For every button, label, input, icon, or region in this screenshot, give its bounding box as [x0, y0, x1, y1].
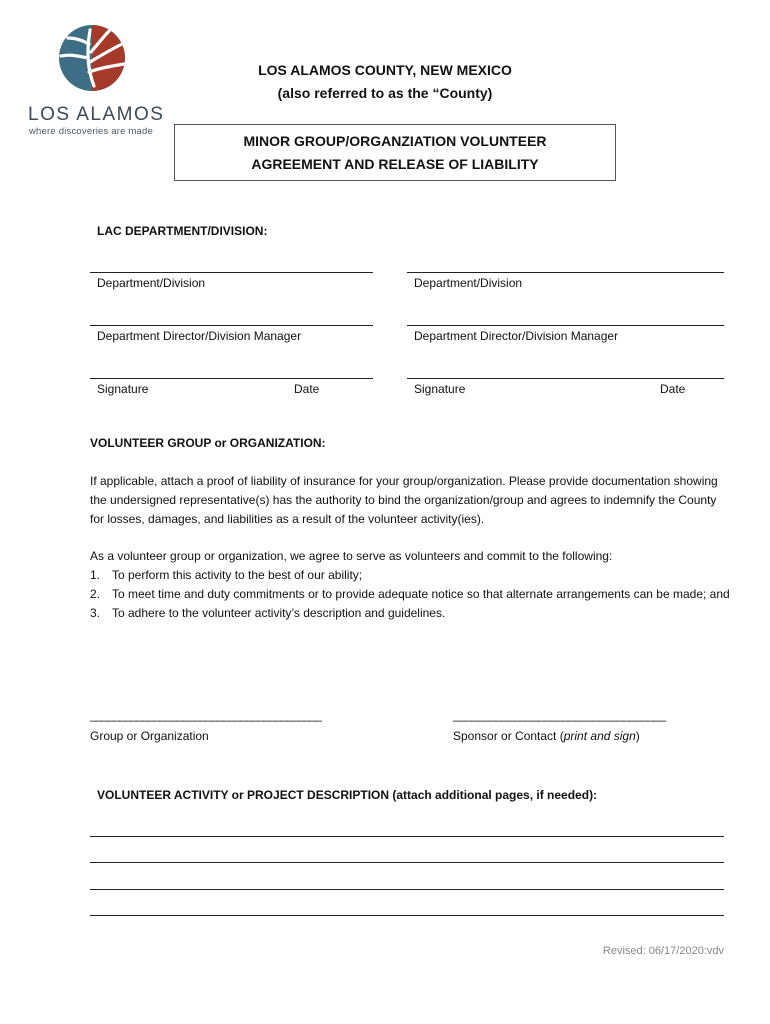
volunteer-group-heading: VOLUNTEER GROUP or ORGANIZATION:: [90, 436, 326, 450]
list-item: 1. To perform this activity to the best of our ability;: [90, 568, 363, 582]
department-label-right: Department/Division: [414, 276, 523, 290]
lac-heading: LAC DEPARTMENT/DIVISION:: [97, 224, 268, 238]
revision-note: Revised: 06/17/2020:vdv: [602, 945, 724, 957]
commitment-list: [90, 566, 730, 623]
list-item: 2. To meet time and duty commitments or to provide adequate notice so that alternate arrangements can be made; and: [90, 587, 730, 601]
sponsor-signature-line[interactable]: ___________________________________: [453, 708, 666, 722]
director-field-left[interactable]: [90, 325, 373, 326]
activity-line[interactable]: [90, 889, 724, 890]
logo-wordmark: LOS ALAMOS: [28, 104, 165, 125]
activity-line[interactable]: [90, 915, 724, 916]
logo-tagline: where discoveries are made: [29, 126, 154, 137]
department-field-left[interactable]: [90, 272, 373, 273]
title-line-2: AGREEMENT AND RELEASE OF LIABILITY: [251, 155, 539, 172]
signature-label-right: Signature: [414, 382, 466, 396]
commitment-intro: As a volunteer group or organization, we agree to serve as volunteers and commit to the following:: [90, 549, 613, 563]
title-line-1: MINOR GROUP/ORGANZIATION VOLUNTEER: [243, 132, 547, 149]
activity-heading: VOLUNTEER ACTIVITY or PROJECT DESCRIPTION (attach additional pages, if needed):: [97, 788, 598, 802]
county-subheading: (also referred to as the “County): [277, 85, 493, 101]
county-heading: LOS ALAMOS COUNTY, NEW MEXICO: [258, 62, 512, 78]
department-label-left: Department/Division: [97, 276, 206, 290]
date-label-right: Date: [660, 382, 686, 396]
signature-field-left[interactable]: [90, 378, 373, 379]
activity-line[interactable]: [90, 862, 724, 863]
activity-line[interactable]: [90, 836, 724, 837]
signature-field-right[interactable]: [407, 378, 724, 379]
director-label-right: Department Director/Division Manager: [414, 329, 619, 343]
document-title-box: [174, 124, 616, 181]
director-label-left: Department Director/Division Manager: [97, 329, 302, 343]
group-signature-line[interactable]: ________________________________________: [90, 708, 321, 722]
date-label-left: Date: [294, 382, 320, 396]
director-field-right[interactable]: [407, 325, 724, 326]
list-item: 3. To adhere to the volunteer activity’s description and guidelines.: [90, 606, 446, 620]
signature-label-left: Signature: [97, 382, 149, 396]
department-field-right[interactable]: [407, 272, 724, 273]
group-label: Group or Organization: [90, 729, 209, 743]
insurance-paragraph: If applicable, attach a proof of liability of insurance for your group/organization. Please provide documentation showing the undersigned representative(s) has the authority to bind the organization/group and agrees to indemnify the County for losses, damages, and liabilities as a result of the volunteer activity(ies).: [90, 474, 718, 526]
sponsor-label: Sponsor or Contact (print and sign): [453, 729, 640, 743]
